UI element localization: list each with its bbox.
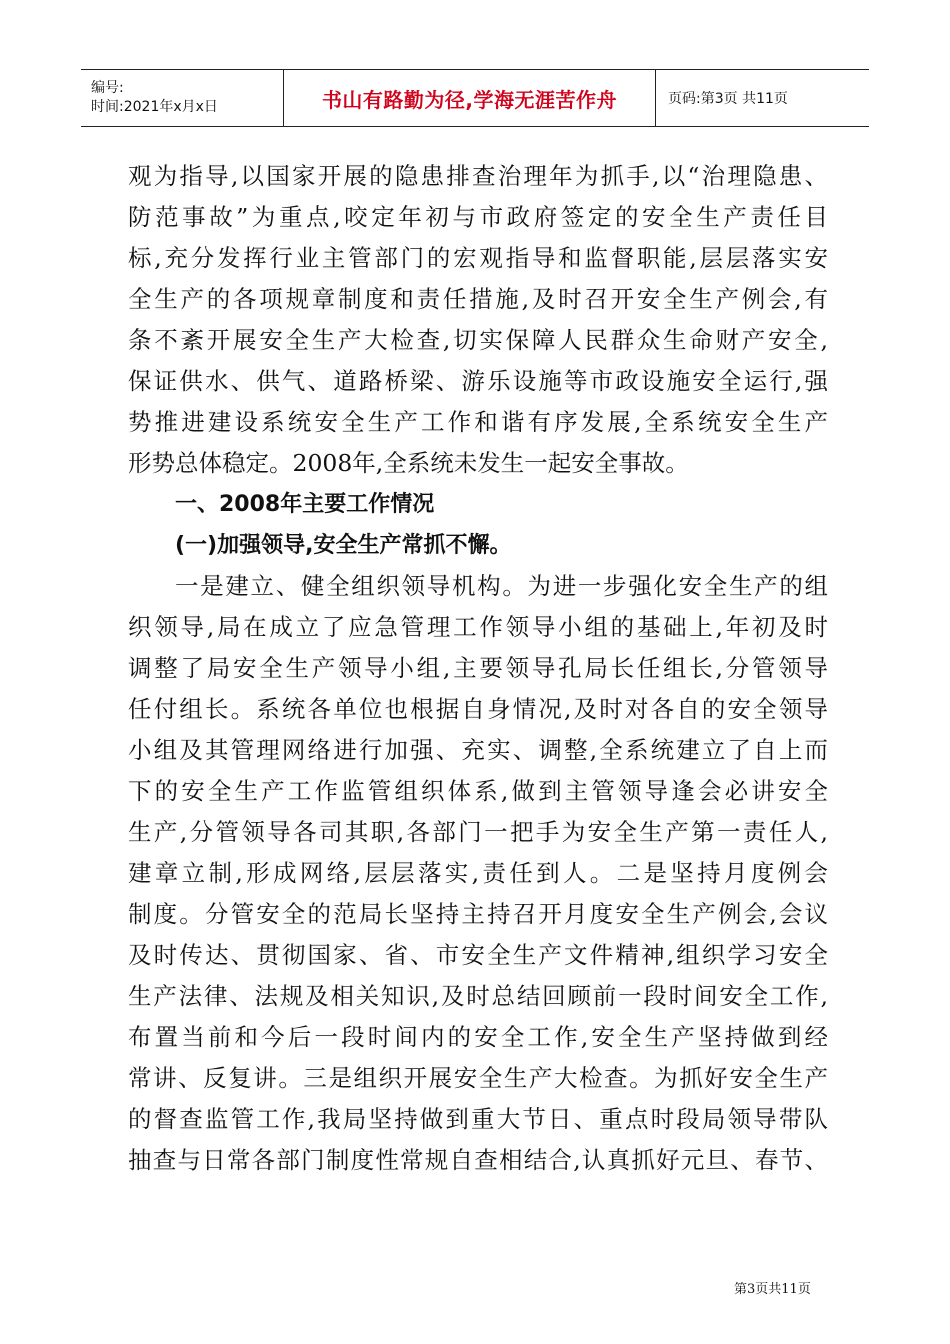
document-number-label: 编号: [91,80,124,96]
body-paragraph [128,566,828,1181]
text-line: 形势总体稳定。2008年,全系统未发生一起安全事故。 [128,449,689,477]
text-line: 制度。分管安全的范局长坚持主持召开月度安全生产例会,会议 [128,900,828,928]
page-footer: 第3页共11页 [734,1282,811,1297]
text-line: 建章立制,形成网络,层层落实,责任到人。二是坚持月度例会 [128,859,828,887]
document-date-label: 时间:2021年x月x日 [91,99,218,115]
header-page-code: 页码:第3页 共11页 [668,91,788,107]
text-line: 的督查监管工作,我局坚持做到重大节日、重点时段局领导带队 [128,1105,828,1133]
text-line: 小组及其管理网络进行加强、充实、调整,全系统建立了自上而 [128,736,828,764]
page-header [81,69,869,127]
text-line: 生产,分管领导各司其职,各部门一把手为安全生产第一责任人, [128,818,828,846]
text-line: 标,充分发挥行业主管部门的宏观指导和监督职能,层层落实安 [128,244,828,272]
text-line: 布置当前和今后一段时间内的安全工作,安全生产坚持做到经 [128,1023,828,1051]
text-line: 调整了局安全生产领导小组,主要领导孔局长任组长,分管领导 [128,654,828,682]
section-heading: 一、2008年主要工作情况 [175,492,435,517]
text-line: 任付组长。系统各单位也根据自身情况,及时对各自的安全领导 [128,695,828,723]
header-meta [81,70,284,126]
text-line: 常讲、反复讲。三是组织开展安全生产大检查。为抓好安全生产 [128,1064,828,1092]
text-line: 全生产的各项规章制度和责任措施,及时召开安全生产例会,有 [128,285,828,313]
text-line: 及时传达、贯彻国家、省、市安全生产文件精神,组织学习安全 [128,941,828,969]
text-line: 保证供水、供气、道路桥梁、游乐设施等市政设施安全运行,强 [128,367,828,395]
intro-paragraph [128,156,828,484]
text-line: 防范事故”为重点,咬定年初与市政府签定的安全生产责任目 [128,203,828,231]
text-line: 织领导,局在成立了应急管理工作领导小组的基础上,年初及时 [128,613,828,641]
header-motto: 书山有路勤为径,学海无涯苦作舟 [284,70,656,126]
text-line: 生产法律、法规及相关知识,及时总结回顾前一段时间安全工作, [128,982,828,1010]
text-line: 抽查与日常各部门制度性常规自查相结合,认真抓好元旦、春节、 [128,1146,828,1174]
subsection-heading: (一)加强领导,安全生产常抓不懈。 [175,533,512,558]
text-line: 条不紊开展安全生产大检查,切实保障人民群众生命财产安全, [128,326,828,354]
text-line: 下的安全生产工作监管组织体系,做到主管领导逢会必讲安全 [128,777,828,805]
document-body [128,156,828,1181]
text-line: 势推进建设系统安全生产工作和谐有序发展,全系统安全生产 [128,408,828,436]
text-line: 观为指导,以国家开展的隐患排查治理年为抓手,以“治理隐患、 [128,162,828,190]
text-line: 一是建立、健全组织领导机构。为进一步强化安全生产的组 [175,572,828,600]
